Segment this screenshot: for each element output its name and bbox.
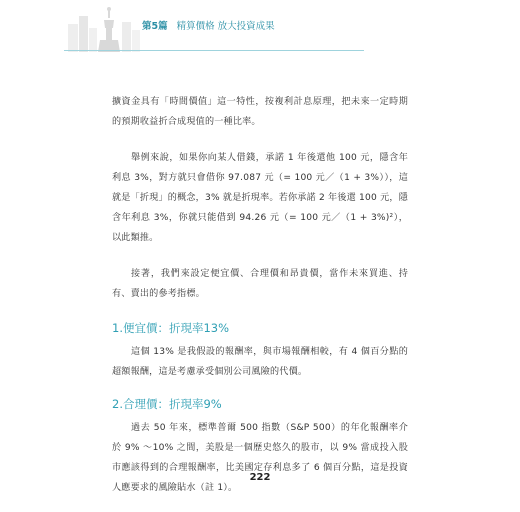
running-header	[142, 18, 275, 32]
chapter-title: 精算價格 放大投資成果	[176, 21, 275, 32]
section-heading-cheap-price: 1.便宜價：折現率13%	[112, 321, 230, 335]
page-body	[112, 92, 408, 512]
section-body-fair-price: 過去 50 年來，標準普爾 500 指數（S&P 500）的年化報酬率介於 9% ～10% 之間，美股是一個歷史悠久的股市，以 9% 當成投入股市應該得到的合理報酬率，比美國定存利息多了 6 個百分點，這是投資人應要求的風險貼水（註 1）。	[112, 423, 408, 493]
paragraph-example: 舉例來說，如果你向某人借錢，承諾 1 年後還他 100 元，隱含年利息 3%，對方就只會借你 97.087 元（= 100 元／（1 + 3%）），這就是「折現」的概念，3% 就是折現率。若你承諾 2 年後還 100 元，隱含年利息 3%，你就只能借到 94.26 元（= 100 元／（1 + 3%)²），以此類推。	[112, 153, 408, 243]
page-number: 222	[249, 472, 271, 483]
section-body-cheap-price: 這個 13% 是我假設的報酬率，與市場報酬相較，有 4 個百分點的超額報酬，這是考慮承受個別公司風險的代價。	[112, 347, 408, 377]
header-divider	[64, 50, 364, 51]
chapter-label: 第5篇	[142, 21, 168, 32]
section-heading-fair-price: 2.合理價：折現率9%	[112, 397, 222, 411]
paragraph-definition: 擴資金具有「時間價值」這一特性，按複利計息原理，把未來一定時期的預期收益折合成現值的一種比率。	[112, 97, 408, 127]
statue-of-liberty-skyline-icon	[64, 6, 144, 52]
paragraph-intro-prices: 接著，我們來設定便宜價、合理價和昂貴價，當作未來買進、持有、賣出的參考指標。	[112, 269, 408, 299]
